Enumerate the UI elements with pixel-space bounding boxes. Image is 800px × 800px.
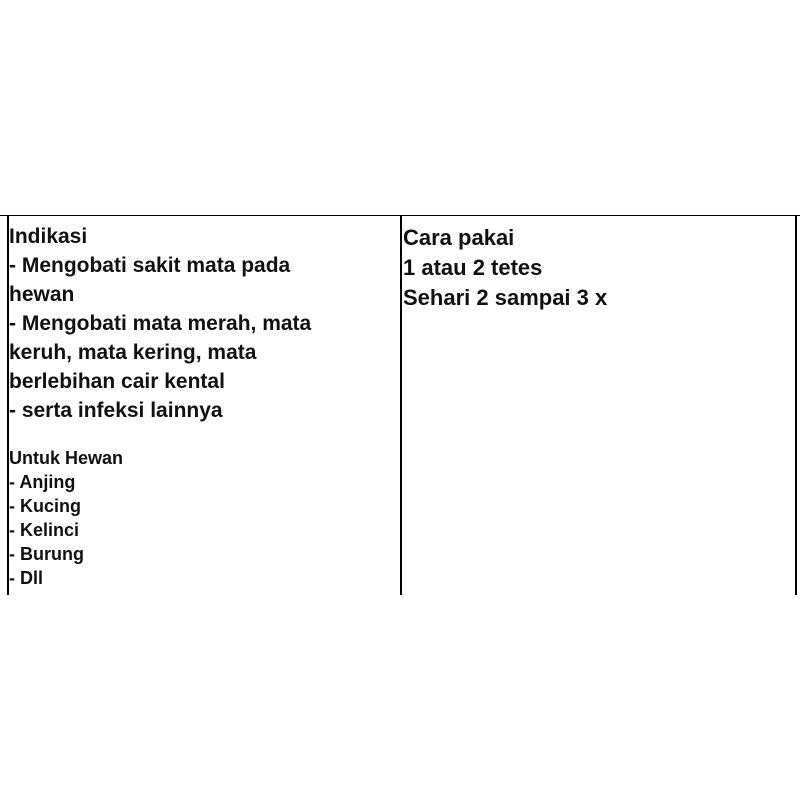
- table-border-right: [795, 216, 797, 595]
- indikasi-line: - Mengobati sakit mata pada: [9, 254, 291, 277]
- hewan-list-item: - Burung: [9, 544, 84, 564]
- indikasi-line: berlebihan cair kental: [9, 370, 225, 393]
- indikasi-heading: Indikasi: [9, 225, 88, 248]
- table-border-middle: [400, 216, 402, 595]
- cara-pakai-line: Sehari 2 sampai 3 x: [403, 285, 608, 310]
- cara-pakai-line: 1 atau 2 tetes: [403, 255, 543, 280]
- cara-pakai-heading: Cara pakai: [403, 225, 515, 250]
- hewan-list-item: - Dll: [9, 568, 43, 588]
- info-table: [0, 215, 800, 594]
- cara-pakai-cell: [403, 223, 793, 313]
- indikasi-line: keruh, mata kering, mata: [9, 341, 257, 364]
- indikasi-line: - serta infeksi lainnya: [9, 399, 223, 422]
- indikasi-line: - Mengobati mata merah, mata: [9, 312, 312, 335]
- untuk-hewan-heading: Untuk Hewan: [9, 448, 124, 468]
- spacer: [9, 425, 394, 446]
- hewan-list-item: - Kucing: [9, 496, 81, 516]
- hewan-list-item: - Kelinci: [9, 520, 80, 540]
- hewan-list-item: - Anjing: [9, 472, 76, 492]
- indikasi-cell: [9, 222, 394, 590]
- indikasi-line: hewan: [9, 283, 75, 306]
